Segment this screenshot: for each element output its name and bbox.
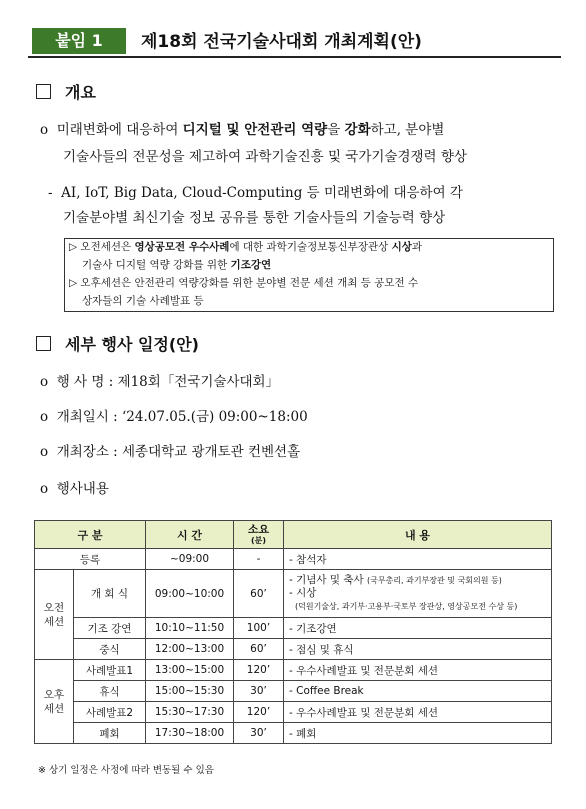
table-header-row	[35, 521, 552, 549]
page-title: 제18회 전국기술사대회 개최계획(안)	[141, 32, 422, 52]
table-row: 오전 세션 개 회 식 09:00~10:00 60’ - 기념사 및 축사 (국무총리, 과기부장관 및 국회의원 등) - 시상 (덕원기술상, 과기부·고용부·국토부 장관상, 영상공모전 수상 등)	[35, 570, 552, 618]
box-line-3: ▷ 오후세션은 안전관리 역량강화를 위한 분야별 전문 세션 개최 등 공모전 수	[69, 277, 419, 289]
box-line-1: ▷ 오전세션은 영상공모전 우수사례에 대한 과학기술정보통신부장관상 시상과	[69, 241, 423, 253]
attachment-tag: 붙임 1	[32, 28, 126, 54]
event-content-label: o 행사내용	[40, 481, 109, 497]
overview-paragraph-1: o 미래변화에 대응하여 디지털 및 안전관리 역량을 강화하고, 분야별	[40, 122, 445, 138]
schedule-table	[34, 520, 552, 744]
section-schedule-heading: 세부 행사 일정(안)	[36, 332, 199, 355]
square-bullet-icon	[36, 336, 51, 351]
session-summary-box	[64, 238, 554, 312]
table-row: 등록 ~09:00 - - 참석자	[35, 549, 552, 570]
section-overview-heading: 개요	[36, 80, 96, 103]
event-venue: o 개최장소 : 세종대학교 광개토관 컨벤션홀	[40, 444, 301, 460]
overview-paragraph-1-cont: 기술사들의 전문성을 제고하여 과학기술진흥 및 국가기술경쟁력 향상	[63, 149, 467, 165]
header-content: 내 용	[284, 521, 552, 549]
box-line-2: 기술사 디지털 역량 강화를 위한 기조강연	[82, 259, 272, 271]
table-row: 중식 12:00~13:00 60’ - 점심 및 휴식	[35, 639, 552, 660]
header-underline	[28, 56, 561, 58]
table-row: 오후 세션 사례발표1 13:00~15:00 120’ - 우수사례발표 및 전문분회 세션	[35, 660, 552, 681]
header-division: 구 분	[35, 521, 146, 549]
morning-session-label: 오전 세션	[35, 570, 74, 660]
header	[28, 26, 561, 58]
event-name: o 행 사 명 : 제18회「전국기술사대회」	[40, 374, 280, 390]
table-row: 폐회 17:30~18:00 30’ - 폐회	[35, 723, 552, 744]
overview-paragraph-2-cont: 기술분야별 최신기술 정보 공유를 통한 기술사들의 기술능력 향상	[63, 210, 446, 226]
header-time: 시 간	[146, 521, 234, 549]
table-row: 기조 강연 10:10~11:50 100’ - 기조강연	[35, 618, 552, 639]
overview-paragraph-2: - AI, IoT, Big Data, Cloud-Computing 등 미래변화에 대응하여 각	[48, 185, 463, 201]
table-row: 휴식 15:00~15:30 30’ - Coffee Break	[35, 681, 552, 702]
event-date: o 개최일시 : ‘24.07.05.(금) 09:00~18:00	[40, 409, 308, 425]
footnote: ※ 상기 일정은 사정에 따라 변동될 수 있음	[38, 765, 214, 776]
table-row: 사례발표2 15:30~17:30 120’ - 우수사례발표 및 전문분회 세션	[35, 702, 552, 723]
box-line-4: 상자들의 기술 사례발표 등	[82, 295, 204, 307]
header-duration: 소요 (분)	[234, 521, 284, 549]
square-bullet-icon	[36, 84, 51, 99]
afternoon-session-label: 오후 세션	[35, 660, 74, 744]
